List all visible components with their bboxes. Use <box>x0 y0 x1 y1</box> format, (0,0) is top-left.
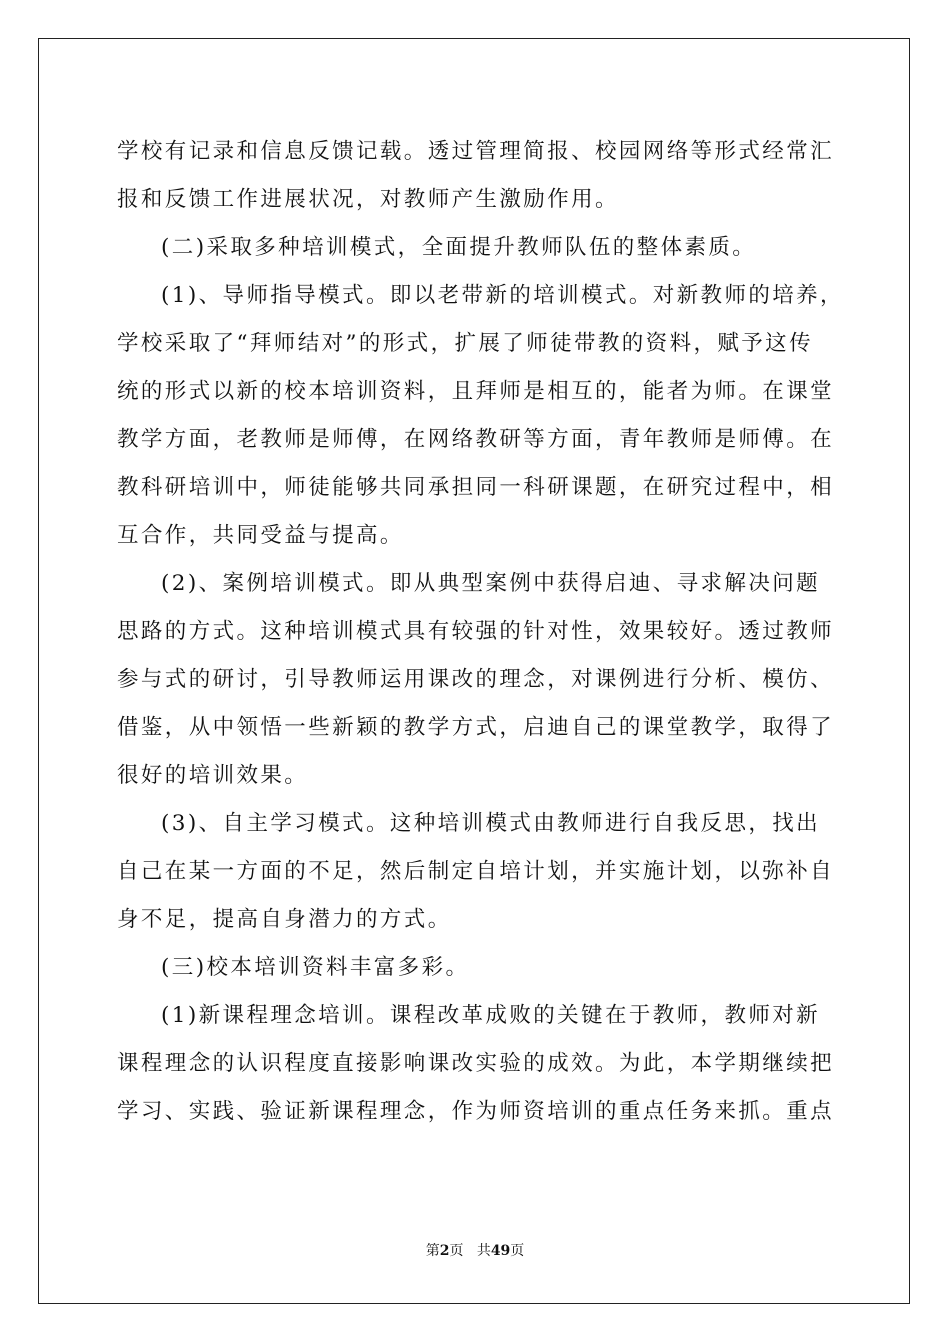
text-line: 自己在某一方面的不足，然后制定自培计划，并实施计划，以弥补自 <box>117 859 835 884</box>
text-line: 参与式的研讨，引导教师运用课改的理念，对课例进行分析、模仿、 <box>117 667 835 692</box>
text-line: 课程理念的认识程度直接影响课改实验的成效。为此，本学期继续把 <box>117 1051 835 1076</box>
text-line: (2)、案例培训模式。即从典型案例中获得启迪、寻求解决问题 <box>161 571 821 596</box>
total-prefix: 共 <box>476 1243 491 1259</box>
page-footer <box>0 1240 950 1260</box>
text-line: 学校有记录和信息反馈记载。透过管理简报、校园网络等形式经常汇 <box>117 139 835 164</box>
text-line: 互合作，共同受益与提高。 <box>117 523 404 548</box>
text-line: (3)、自主学习模式。这种培训模式由教师进行自我反思，找出 <box>161 811 821 836</box>
page-number: 2 <box>439 1243 450 1259</box>
text-line: 学校采取了“拜师结对”的形式，扩展了师徒带教的资料，赋予这传 <box>117 331 813 356</box>
page-suffix: 页 <box>449 1243 464 1259</box>
section-heading: (三)校本培训资料丰富多彩。 <box>161 955 470 980</box>
text-line: 身不足，提高自身潜力的方式。 <box>117 907 452 932</box>
text-line: 很好的培训效果。 <box>117 763 309 788</box>
total-suffix: 页 <box>510 1243 525 1259</box>
page-prefix: 第 <box>425 1243 440 1259</box>
total-pages: 49 <box>490 1243 511 1259</box>
text-line: (1)新课程理念培训。课程改革成败的关键在于教师，教师对新 <box>161 1003 821 1028</box>
text-line: 借鉴，从中领悟一些新颖的教学方式，启迪自己的课堂教学，取得了 <box>117 715 835 740</box>
text-line: 统的形式以新的校本培训资料，且拜师是相互的，能者为师。在课堂 <box>117 379 835 404</box>
text-line: 教科研培训中，师徒能够共同承担同一科研课题，在研究过程中，相 <box>117 475 835 500</box>
section-heading: (二)采取多种培训模式，全面提升教师队伍的整体素质。 <box>161 235 757 260</box>
text-line: 学习、实践、验证新课程理念，作为师资培训的重点任务来抓。重点 <box>117 1099 835 1124</box>
text-line: 报和反馈工作进展状况，对教师产生激励作用。 <box>117 187 619 212</box>
text-line: 教学方面，老教师是师傅，在网络教研等方面，青年教师是师傅。在 <box>117 427 835 452</box>
text-line: 思路的方式。这种培训模式具有较强的针对性，效果较好。透过教师 <box>117 619 835 644</box>
text-line: (1)、导师指导模式。即以老带新的培训模式。对新教师的培养， <box>161 283 844 308</box>
